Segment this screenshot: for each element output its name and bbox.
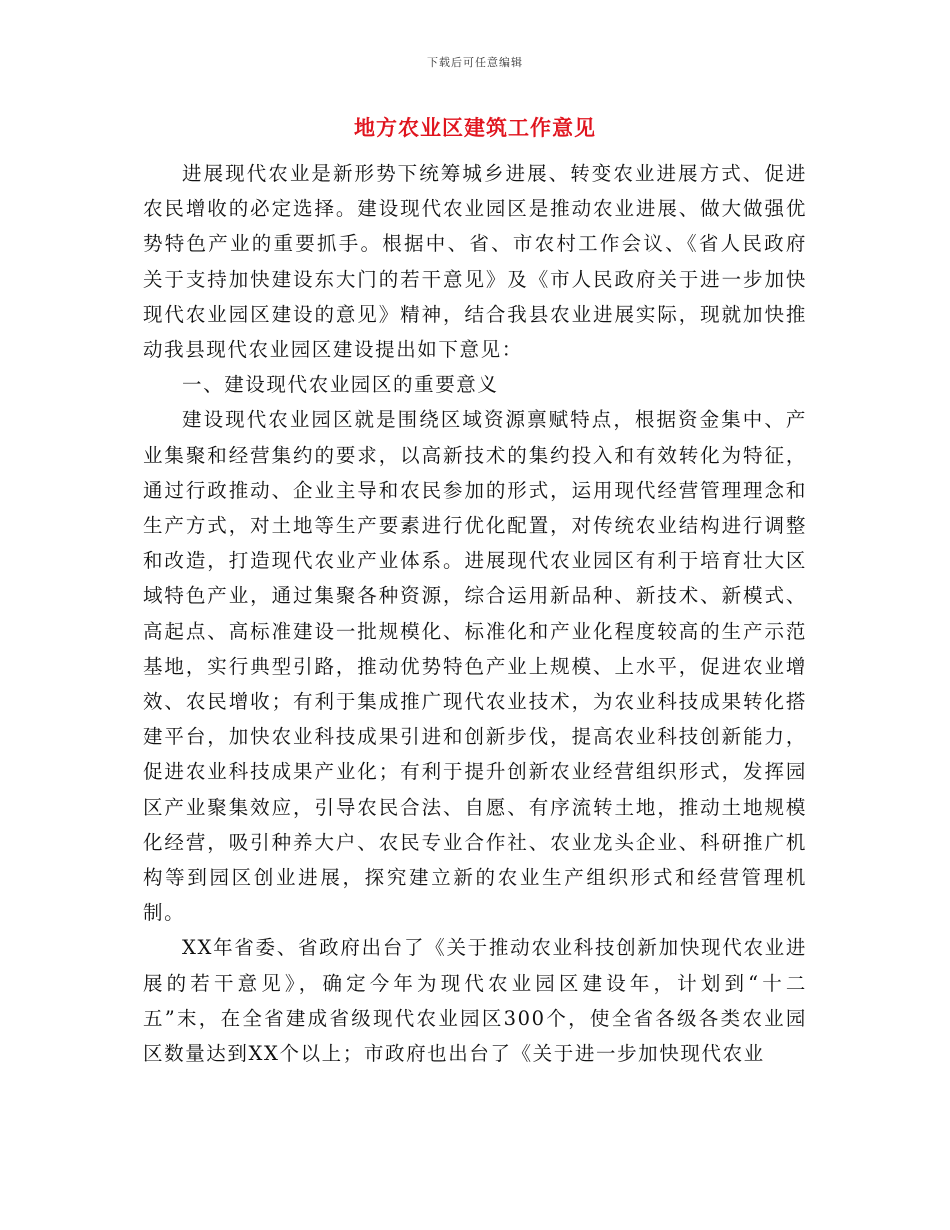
- paragraph-intro: 进展现代农业是新形势下统筹城乡进展、转变农业进展方式、促进农民增收的必定选择。建设现代农业园区是推动农业进展、做大做强优势特色产业的重要抓手。根据中、省、市农村工作会议、《省人民政府关于支持加快建设东大门的若干意见》及《市人民政府关于进一步加快现代农业园区建设的意见》精神，结合我县农业进展实际，现就加快推动我县现代农业园区建设提出如下意见：: [143, 162, 807, 362]
- page-header-note: 下载后可任意编辑: [427, 56, 523, 69]
- section-heading-1: 一、建设现代农业园区的重要意义: [182, 373, 499, 397]
- paragraph-provincial-policy: XX年省委、省政府出台了《关于推动农业科技创新加快现代农业进展的若干意见》，确定今年为现代农业园区建设年，计划到“十二五”末，在全省建成省级现代农业园区300个，使全省各级各类农业园区数量达到XX个以上；市政府也出台了《关于进一步加快现代农业: [143, 936, 807, 1066]
- document-title: 地方农业区建筑工作意见: [354, 115, 596, 140]
- document-body: [143, 156, 807, 1071]
- paragraph-significance: 建设现代农业园区就是围绕区域资源禀赋特点，根据资金集中、产业集聚和经营集约的要求，以高新技术的集约投入和有效转化为特征，通过行政推动、企业主导和农民参加的形式，运用现代经营管理理念和生产方式，对土地等生产要素进行优化配置，对传统农业结构进行调整和改造，打造现代农业产业体系。进展现代农业园区有利于培育壮大区域特色产业，通过集聚各种资源，综合运用新品种、新技术、新模式、高起点、高标准建设一批规模化、标准化和产业化程度较高的生产示范基地，实行典型引路，推动优势特色产业上规模、上水平，促进农业增效、农民增收；有利于集成推广现代农业技术，为农业科技成果转化搭建平台，加快农业科技成果引进和创新步伐，提高农业科技创新能力，促进农业科技成果产业化；有利于提升创新农业经营组织形式，发挥园区产业聚集效应，引导农民合法、自愿、有序流转土地，推动土地规模化经营，吸引种养大户、农民专业合作社、农业龙头企业、科研推广机构等到园区创业进展，探究建立新的农业生产组织形式和经营管理机制。: [143, 408, 807, 925]
